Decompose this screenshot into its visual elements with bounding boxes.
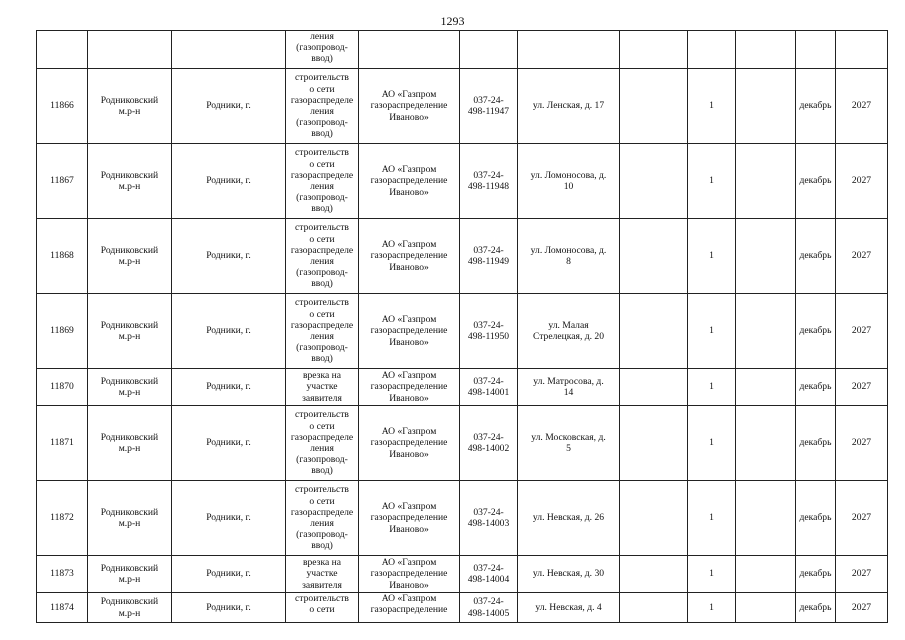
cell-organization: АО «Газпром газораспределение Иваново» — [359, 481, 460, 556]
cell-year: 2027 — [836, 294, 888, 369]
cell-work-type: строительств о сети газораспределе ления (газопровод- ввод) — [286, 69, 359, 144]
cell-address: ул. Малая Стрелецкая, д. 20 — [518, 294, 620, 369]
cell-organization: АО «Газпром газораспределение Иваново» — [359, 369, 460, 406]
cell-empty — [836, 31, 888, 69]
cell-empty — [736, 144, 796, 219]
cell-work-type: ления (газопровод- ввод) — [286, 31, 359, 69]
cell-district: Родниковский м.р-н — [88, 593, 172, 623]
cell-year: 2027 — [836, 481, 888, 556]
cell-number: 11871 — [37, 406, 88, 481]
cell-quantity: 1 — [688, 144, 736, 219]
cell-address: ул. Невская, д. 30 — [518, 556, 620, 593]
cell-number: 11868 — [37, 219, 88, 294]
cell-empty — [796, 31, 836, 69]
cell-year: 2027 — [836, 69, 888, 144]
cell-district: Родниковский м.р-н — [88, 144, 172, 219]
cell-district: Родниковский м.р-н — [88, 481, 172, 556]
cell-address: ул. Невская, д. 26 — [518, 481, 620, 556]
cell-number: 11874 — [37, 593, 88, 623]
cell-empty — [620, 481, 688, 556]
cell-address: ул. Московская, д. 5 — [518, 406, 620, 481]
table-row — [37, 556, 888, 593]
cell-number: 11873 — [37, 556, 88, 593]
table-row — [37, 219, 888, 294]
cell-work-type: строительств о сети газораспределе ления (газопровод- ввод) — [286, 144, 359, 219]
cell-locality: Родники, г. — [172, 593, 286, 623]
cell-year: 2027 — [836, 219, 888, 294]
cell-quantity: 1 — [688, 481, 736, 556]
cell-empty — [37, 31, 88, 69]
cell-empty — [620, 69, 688, 144]
cell-empty — [736, 481, 796, 556]
cell-month: декабрь — [796, 481, 836, 556]
cell-year: 2027 — [836, 406, 888, 481]
cell-locality: Родники, г. — [172, 369, 286, 406]
cell-organization: АО «Газпром газораспределение Иваново» — [359, 294, 460, 369]
cell-locality: Родники, г. — [172, 219, 286, 294]
cell-empty — [620, 406, 688, 481]
table-row — [37, 406, 888, 481]
cell-quantity: 1 — [688, 69, 736, 144]
cell-organization: АО «Газпром газораспределение Иваново» — [359, 144, 460, 219]
cell-empty — [172, 31, 286, 69]
cell-locality: Родники, г. — [172, 144, 286, 219]
cell-district: Родниковский м.р-н — [88, 369, 172, 406]
cell-empty — [620, 144, 688, 219]
cell-quantity: 1 — [688, 593, 736, 623]
cell-code: 037-24- 498-11948 — [460, 144, 518, 219]
cell-month: декабрь — [796, 294, 836, 369]
cell-month: декабрь — [796, 556, 836, 593]
cell-work-type: строительств о сети газораспределе ления (газопровод- ввод) — [286, 406, 359, 481]
cell-empty — [736, 369, 796, 406]
cell-organization: АО «Газпром газораспределение — [359, 593, 460, 623]
cell-address: ул. Ломоносова, д. 10 — [518, 144, 620, 219]
cell-locality: Родники, г. — [172, 294, 286, 369]
cell-year: 2027 — [836, 556, 888, 593]
cell-code: 037-24- 498-14002 — [460, 406, 518, 481]
cell-organization: АО «Газпром газораспределение Иваново» — [359, 69, 460, 144]
cell-code: 037-24- 498-11947 — [460, 69, 518, 144]
cell-number: 11867 — [37, 144, 88, 219]
cell-quantity: 1 — [688, 556, 736, 593]
gasification-schedule-table — [36, 30, 888, 623]
cell-empty — [620, 294, 688, 369]
cell-empty — [620, 556, 688, 593]
table-row — [37, 369, 888, 406]
cell-number: 11870 — [37, 369, 88, 406]
cell-month: декабрь — [796, 369, 836, 406]
cell-code: 037-24- 498-14004 — [460, 556, 518, 593]
cell-quantity: 1 — [688, 294, 736, 369]
table-row — [37, 144, 888, 219]
cell-month: декабрь — [796, 406, 836, 481]
cell-empty — [88, 31, 172, 69]
cell-code: 037-24- 498-14003 — [460, 481, 518, 556]
cell-month: декабрь — [796, 219, 836, 294]
table-row — [37, 294, 888, 369]
cell-address: ул. Ломоносова, д. 8 — [518, 219, 620, 294]
cell-empty — [736, 219, 796, 294]
cell-empty — [736, 593, 796, 623]
cell-year: 2027 — [836, 144, 888, 219]
cell-month: декабрь — [796, 593, 836, 623]
cell-quantity: 1 — [688, 406, 736, 481]
cell-district: Родниковский м.р-н — [88, 556, 172, 593]
cell-empty — [620, 219, 688, 294]
cell-address: ул. Ленская, д. 17 — [518, 69, 620, 144]
cell-year: 2027 — [836, 369, 888, 406]
cell-empty — [620, 593, 688, 623]
cell-month: декабрь — [796, 69, 836, 144]
cell-work-type: врезка на участке заявителя — [286, 556, 359, 593]
cell-district: Родниковский м.р-н — [88, 69, 172, 144]
cell-code: 037-24- 498-11949 — [460, 219, 518, 294]
cell-district: Родниковский м.р-н — [88, 294, 172, 369]
cell-code: 037-24- 498-14005 — [460, 593, 518, 623]
cell-work-type: строительств о сети газораспределе ления (газопровод- ввод) — [286, 219, 359, 294]
cell-month: декабрь — [796, 144, 836, 219]
cell-work-type: врезка на участке заявителя — [286, 369, 359, 406]
table-row-fragment — [37, 31, 888, 69]
cell-number: 11866 — [37, 69, 88, 144]
cell-empty — [620, 31, 688, 69]
cell-work-type: строительств о сети газораспределе ления (газопровод- ввод) — [286, 294, 359, 369]
cell-year: 2027 — [836, 593, 888, 623]
table-row — [37, 481, 888, 556]
cell-number: 11869 — [37, 294, 88, 369]
cell-empty — [736, 69, 796, 144]
cell-quantity: 1 — [688, 219, 736, 294]
cell-empty — [736, 406, 796, 481]
cell-locality: Родники, г. — [172, 556, 286, 593]
cell-empty — [620, 369, 688, 406]
cell-number: 11872 — [37, 481, 88, 556]
cell-address: ул. Невская, д. 4 — [518, 593, 620, 623]
cell-organization: АО «Газпром газораспределение Иваново» — [359, 219, 460, 294]
cell-locality: Родники, г. — [172, 406, 286, 481]
cell-locality: Родники, г. — [172, 481, 286, 556]
table-row — [37, 593, 888, 623]
cell-code: 037-24- 498-11950 — [460, 294, 518, 369]
cell-address: ул. Матросова, д. 14 — [518, 369, 620, 406]
table-row — [37, 69, 888, 144]
cell-district: Родниковский м.р-н — [88, 406, 172, 481]
cell-code: 037-24- 498-14001 — [460, 369, 518, 406]
cell-locality: Родники, г. — [172, 69, 286, 144]
cell-empty — [688, 31, 736, 69]
cell-district: Родниковский м.р-н — [88, 219, 172, 294]
cell-empty — [736, 556, 796, 593]
cell-work-type: строительств о сети газораспределе ления (газопровод- ввод) — [286, 481, 359, 556]
cell-organization: АО «Газпром газораспределение Иваново» — [359, 556, 460, 593]
cell-empty — [736, 31, 796, 69]
page-number: 1293 — [440, 14, 465, 28]
cell-empty — [518, 31, 620, 69]
cell-empty — [460, 31, 518, 69]
cell-work-type: строительств о сети — [286, 593, 359, 623]
cell-empty — [359, 31, 460, 69]
cell-organization: АО «Газпром газораспределение Иваново» — [359, 406, 460, 481]
cell-quantity: 1 — [688, 369, 736, 406]
cell-empty — [736, 294, 796, 369]
